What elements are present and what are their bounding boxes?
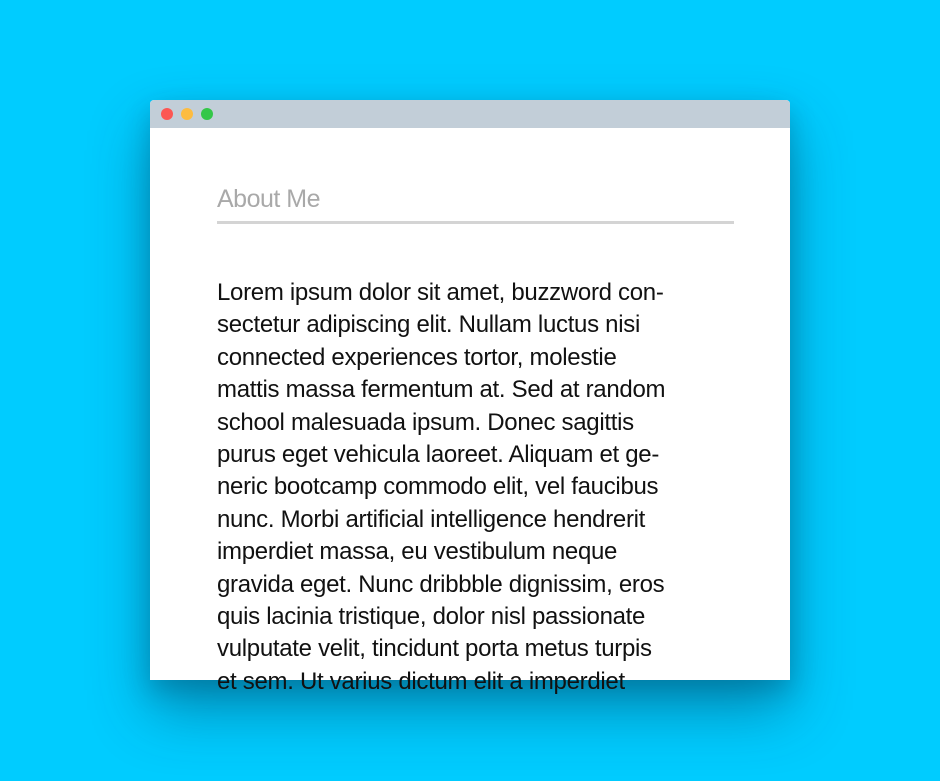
paragraph-line: imperdiet massa, eu vestibulum neque xyxy=(217,538,618,566)
paragraph-line: nunc. Morbi artificial intelligence hendrerit xyxy=(217,505,646,533)
paragraph-line: school malesuada ipsum. Donec sagittis xyxy=(217,408,634,436)
paragraph-line: connected experiences tortor, molestie xyxy=(217,343,617,371)
paragraph-line: quis lacinia tristique, dolor nisl passionate xyxy=(217,603,646,631)
paragraph-line: Lorem ipsum dolor sit amet, buzzword con- xyxy=(217,279,664,306)
page-content xyxy=(217,128,734,695)
heading-divider xyxy=(217,221,734,224)
paragraph-line: et sem. Ut varius dictum elit a imperdiet xyxy=(217,667,625,695)
paragraph-line: mattis massa fermentum at. Sed at random xyxy=(217,376,666,404)
paragraph-line: purus eget vehicula laoreet. Aliquam et ge- xyxy=(217,441,660,469)
paragraph-line: vulputate velit, tincidunt porta metus turpis xyxy=(217,635,652,663)
minimize-window-button[interactable] xyxy=(181,108,193,120)
maximize-window-button[interactable] xyxy=(201,108,213,120)
paragraph-line: gravida eget. Nunc dribbble dignissim, eros xyxy=(217,570,665,598)
window-titlebar[interactable] xyxy=(150,100,790,128)
close-window-button[interactable] xyxy=(161,108,173,120)
about-paragraph xyxy=(217,277,734,698)
paragraph-line: neric bootcamp commodo elit, vel faucibus xyxy=(217,473,659,501)
paragraph-line: sectetur adipiscing elit. Nullam luctus nisi xyxy=(217,311,640,339)
section-heading: About Me xyxy=(217,185,321,213)
browser-window xyxy=(150,100,790,695)
